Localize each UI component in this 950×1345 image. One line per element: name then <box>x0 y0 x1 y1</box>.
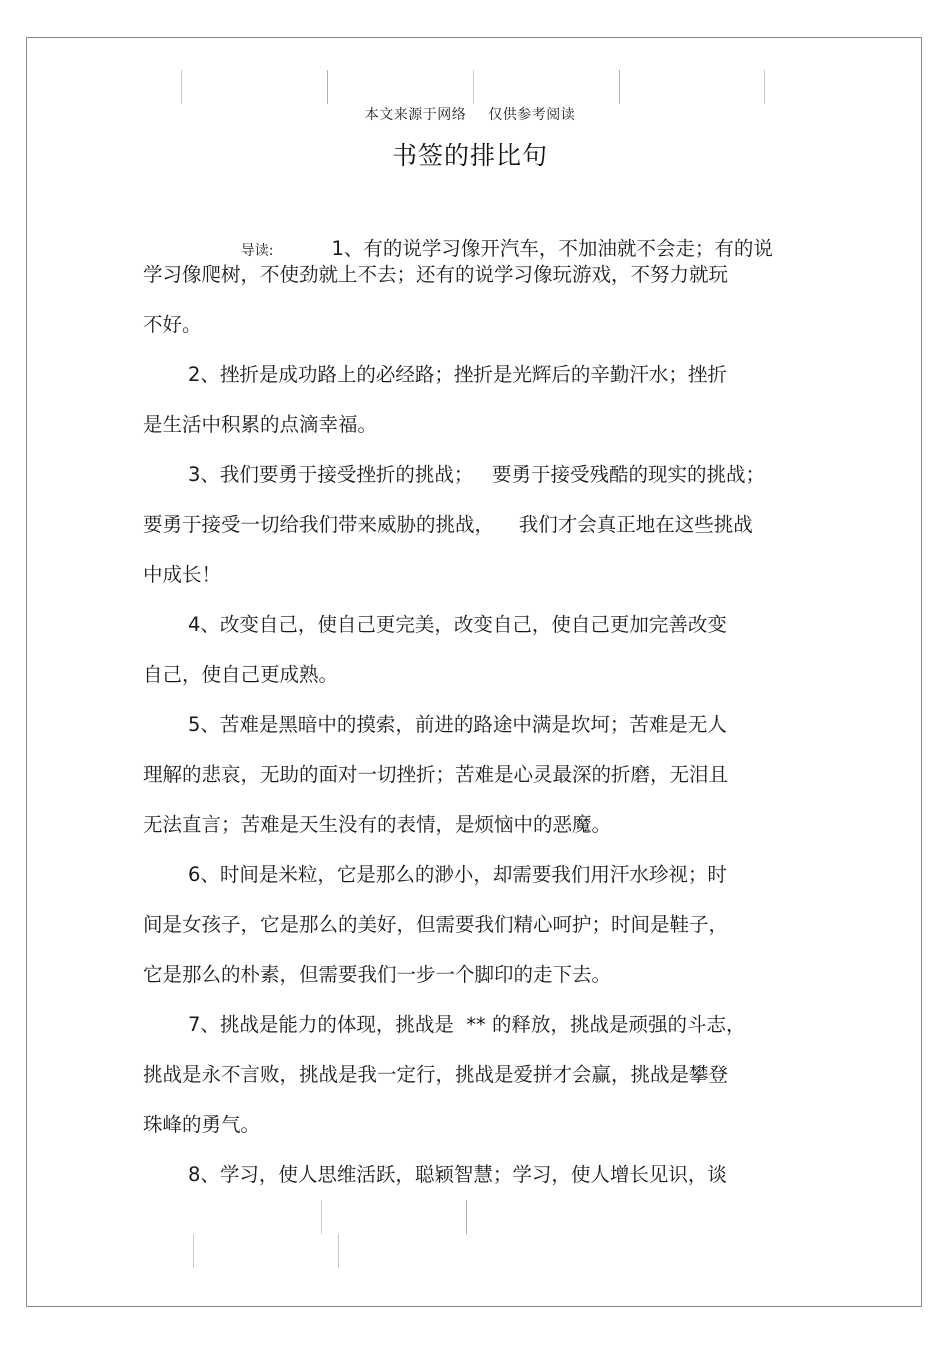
top-mark <box>473 70 474 104</box>
paragraph-line: 7、挑战是能力的体现，挑战是 ** 的释放，挑战是顽强的斗志， <box>188 1013 746 1036</box>
paragraph-line: 不好。 <box>143 313 202 336</box>
paragraph-line: 4、改变自己，使自己更完美，改变自己，使自己更加完善改变 <box>188 613 727 636</box>
paragraph-line: 它是那么的朴素，但需要我们一步一个脚印的走下去。 <box>143 963 612 986</box>
bottom-mark <box>321 1200 322 1234</box>
paragraph-line: 要勇于接受一切给我们带来威胁的挑战， 我们才会真正地在这些挑战 <box>143 513 753 536</box>
paragraph-line: 中成长！ <box>143 563 222 586</box>
top-mark <box>327 70 328 104</box>
page-title: 书签的排比句 <box>391 141 548 170</box>
paragraph-line: 5、苦难是黑暗中的摸索，前进的路途中满是坎坷；苦难是无人 <box>188 713 727 736</box>
lead-label: 导读: <box>240 243 274 259</box>
paragraph-line: 是生活中积累的点滴幸福。 <box>143 413 378 436</box>
bottom-mark <box>193 1234 194 1268</box>
bottom-mark <box>466 1200 467 1234</box>
paragraph-line: 8、学习，使人思维活跃，聪颖智慧；学习，使人增长见识，谈 <box>188 1163 727 1186</box>
top-mark <box>619 70 620 104</box>
top-mark <box>764 70 765 104</box>
header-note <box>0 104 940 124</box>
line-text: 1、有的说学习像开汽车，不加油就不会走；有的说 <box>331 237 773 260</box>
source-note: 本文来源于网络 <box>364 107 467 123</box>
paragraph-line: 间是女孩子，它是那么的美好，但需要我们精心呵护；时间是鞋子， <box>143 913 729 936</box>
paragraph-line: 自己，使自己更成熟。 <box>143 663 339 686</box>
paragraph-line: 无法直言；苦难是天生没有的表情，是烦恼中的恶魔。 <box>143 813 612 836</box>
paragraph-line: 6、时间是米粒，它是那么的渺小，却需要我们用汗水珍视；时 <box>188 863 727 886</box>
paragraph-line: 2、挫折是成功路上的必经路；挫折是光辉后的辛勤汗水；挫折 <box>188 363 727 386</box>
paragraph-line: 学习像爬树，不使劲就上不去；还有的说学习像玩游戏，不努力就玩 <box>143 263 729 286</box>
top-mark <box>181 70 182 104</box>
paragraph-line: 珠峰的勇气。 <box>143 1113 261 1136</box>
paragraph-line: 挑战是永不言败，挑战是我一定行，挑战是爱拼才会赢，挑战是攀登 <box>143 1063 729 1086</box>
paragraph-line: 3、我们要勇于接受挫折的挑战； 要勇于接受残酷的现实的挑战； <box>188 463 766 486</box>
bottom-mark <box>338 1234 339 1268</box>
paragraph-line: 理解的悲哀，无助的面对一切挫折；苦难是心灵最深的折磨，无泪且 <box>143 763 729 786</box>
reference-note: 仅供参考阅读 <box>488 107 576 123</box>
